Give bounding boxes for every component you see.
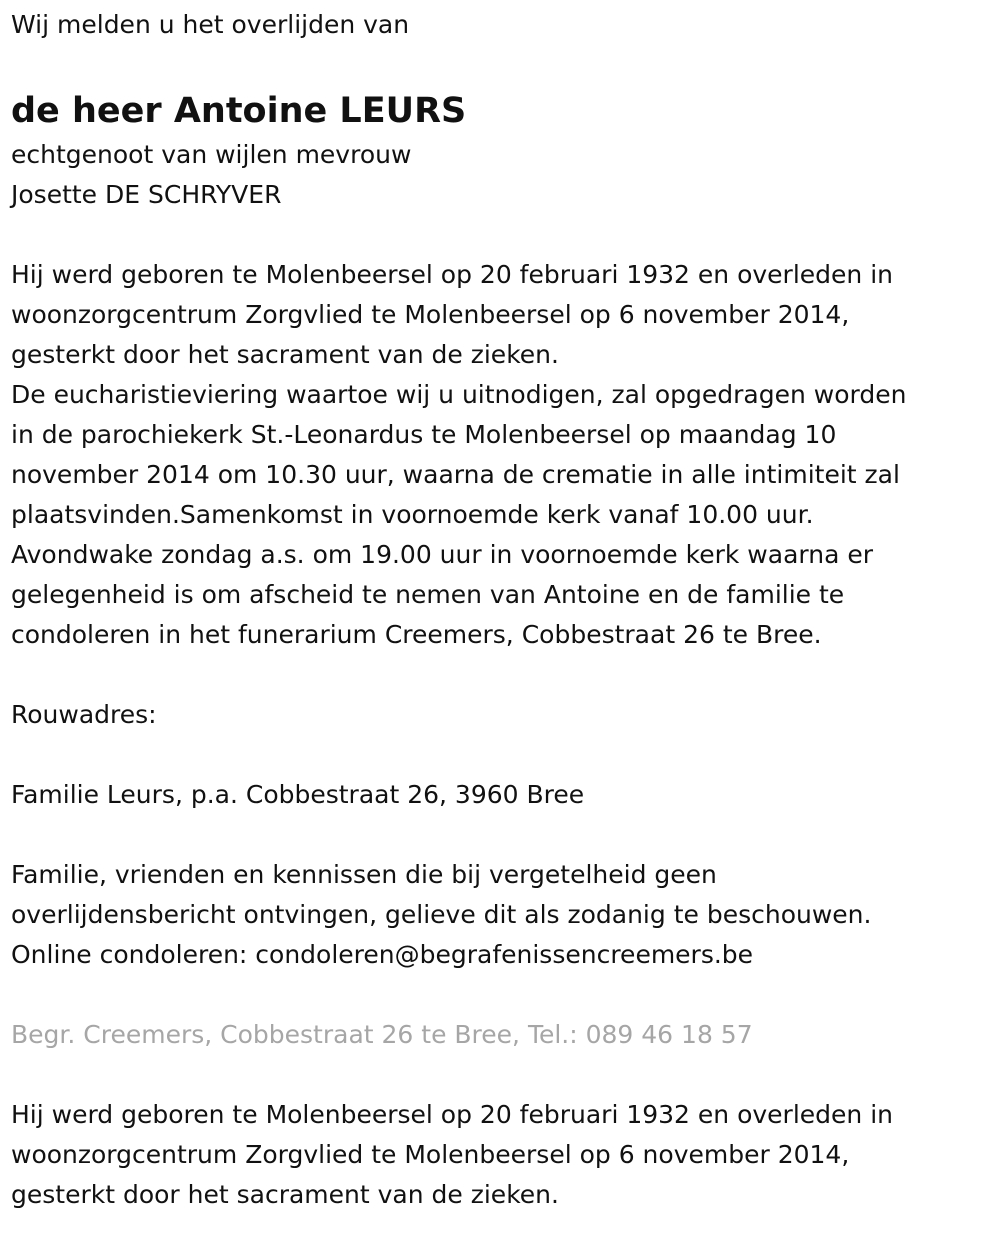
deceased-name: de heer Antoine LEURS [11, 91, 467, 131]
notice-line: overlijdensbericht ontvingen, gelieve dit als zodanig te beschouwen. [11, 900, 872, 929]
body-line: Hij werd geboren te Molenbeersel op 20 februari 1932 en overleden in [11, 260, 893, 289]
intro-text: Wij melden u het overlijden van [11, 10, 410, 39]
online-condolence-line: Online condoleren: condoleren@begrafenissencreemers.be [11, 940, 754, 969]
spacer [11, 655, 1000, 695]
spacer [11, 975, 1000, 1015]
spacer [11, 735, 1000, 775]
spacer [11, 215, 1000, 255]
obituary-notice [0, 5, 1000, 1233]
body-paragraph [11, 255, 1000, 655]
body-line: woonzorgcentrum Zorgvlied te Molenbeersel op 6 november 2014, [11, 300, 850, 329]
body-line: in de parochiekerk St.-Leonardus te Molenbeersel op maandag 10 [11, 420, 837, 449]
body-line: condoleren in het funerarium Creemers, Cobbestraat 26 te Bree. [11, 620, 822, 649]
rouwadres-address: Familie Leurs, p.a. Cobbestraat 26, 3960 Bree [11, 780, 585, 809]
spacer [11, 1055, 1000, 1095]
spouse-line: echtgenoot van wijlen mevrouw [11, 140, 412, 169]
footer-line: gesterkt door het sacrament van de zieken. [11, 1180, 559, 1209]
rouwadres-label: Rouwadres: [11, 700, 157, 729]
body-line: november 2014 om 10.30 uur, waarna de crematie in alle intimiteit zal [11, 460, 900, 489]
footer-line: Hij werd geboren te Molenbeersel op 20 februari 1932 en overleden in [11, 1100, 893, 1129]
body-line: gelegenheid is om afscheid te nemen van Antoine en de familie te [11, 580, 845, 609]
spouse-block [11, 135, 1000, 215]
body-line: gesterkt door het sacrament van de zieken. [11, 340, 559, 369]
footer-line: woonzorgcentrum Zorgvlied te Molenbeersel op 6 november 2014, [11, 1140, 850, 1169]
footer-paragraph [11, 1095, 1000, 1215]
spacer [11, 815, 1000, 855]
body-line: De eucharistieviering waartoe wij u uitnodigen, zal opgedragen worden [11, 380, 907, 409]
body-line: plaatsvinden.Samenkomst in voornoemde kerk vanaf 10.00 uur. [11, 500, 814, 529]
spouse-line: Josette DE SCHRYVER [11, 180, 282, 209]
undertaker-info: Begr. Creemers, Cobbestraat 26 te Bree, Tel.: 089 46 18 57 [11, 1020, 753, 1049]
notice-line: Familie, vrienden en kennissen die bij vergetelheid geen [11, 860, 717, 889]
notice-paragraph [11, 855, 1000, 975]
body-line: Avondwake zondag a.s. om 19.00 uur in voornoemde kerk waarna er [11, 540, 873, 569]
